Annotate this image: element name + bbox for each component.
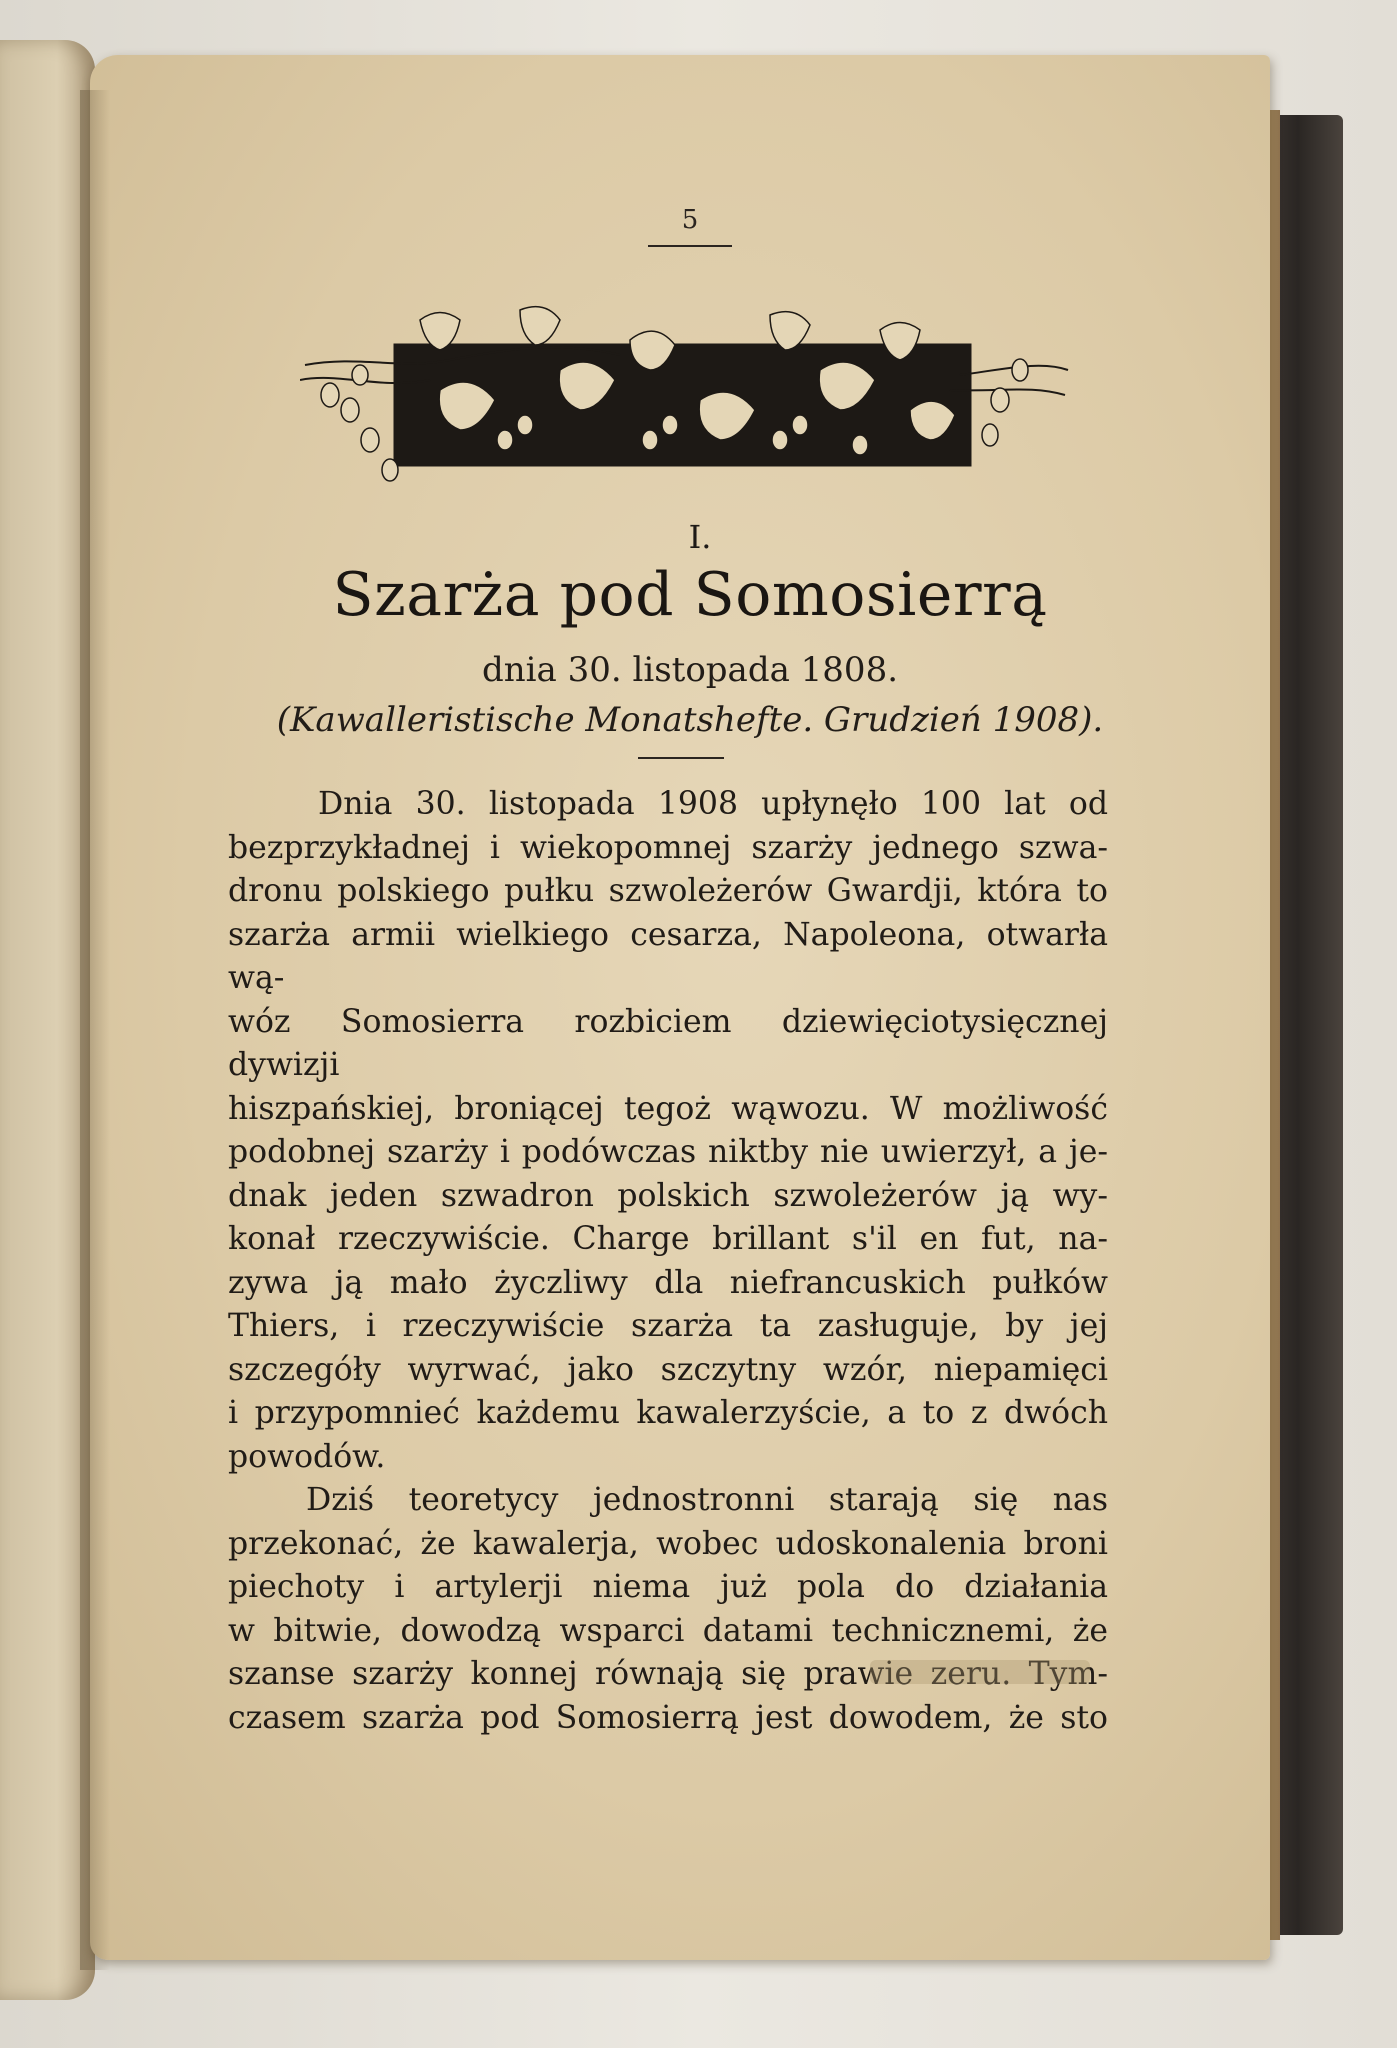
text-line: Dnia 30. listopada 1908 upłynęło 100 lat od	[318, 786, 1108, 822]
text-line: powodów.	[228, 1438, 386, 1475]
text-line: piechoty i artylerji niema już pola do działania	[228, 1569, 1108, 1605]
text-line: zywa ją mało życzliwy dla niefrancuskich pułków	[228, 1264, 1108, 1301]
text-line: wóz Somosierra rozbiciem dziewięciotysięcznej dywizji	[228, 1003, 1108, 1083]
text-line: i przypomnieć każdemu kawalerzyście, a to z dwóch	[228, 1395, 1108, 1431]
chapter-title: Szarża pod Somosierrą	[332, 560, 1048, 630]
faded-library-stamp	[870, 1660, 1090, 1684]
paragraph-2	[228, 1479, 1108, 1740]
body-text	[228, 783, 1108, 1740]
text-line: dronu polskiego pułku szwoleżerów Gwardji, która to	[228, 873, 1108, 909]
text-line: szczegóły wyrwać, jako szczytny wzór, niepamięci	[228, 1351, 1108, 1388]
text-line: dnak jeden szwadron polskich szwoleżerów ją wy-	[228, 1177, 1108, 1214]
title-rule	[638, 757, 724, 759]
text-line: w bitwie, dowodzą wsparci datami technicznemi, że	[228, 1612, 1108, 1649]
text-line: przekonać, że kawalerja, wobec udoskonalenia broni	[228, 1525, 1108, 1562]
spine-shadow	[80, 90, 110, 1970]
text-line: szarża armii wielkiego cesarza, Napoleona, otwarła wą-	[228, 916, 1108, 996]
text-line: Thiers, i rzeczywiście szarża ta zasługuje, by jej	[228, 1308, 1108, 1344]
date-line: dnia 30. listopada 1808.	[481, 650, 899, 690]
text-line: szanse szarży konnej równają się prawie zeru. Tym-	[228, 1656, 1108, 1692]
text-line: podobnej szarży i podówczas niktby nie uwierzył, a je-	[228, 1134, 1108, 1170]
text-line: konał rzeczywiście. Charge brillant s'il en fut, na-	[228, 1221, 1108, 1257]
page-number: 5	[681, 205, 699, 235]
text-line: Dziś teoretycy jednostronni starają się nas	[306, 1482, 1108, 1518]
paragraph-1	[228, 783, 1108, 1479]
text-line: bezprzykładnej i wiekopomnej szarży jednego szwa-	[228, 829, 1108, 866]
chapter-numeral: I.	[688, 518, 712, 556]
text-line: hiszpańskiej, broniącej tegoż wąwozu. W możliwość	[228, 1090, 1108, 1127]
source-line: (Kawalleristische Monatshefte. Grudzień 1908).	[276, 700, 1104, 740]
text-line: czasem szarża pod Somosierrą jest dowodem, że sto	[228, 1699, 1108, 1736]
vine-ornament-illustration	[300, 300, 1070, 490]
page-number-rule	[648, 245, 732, 247]
